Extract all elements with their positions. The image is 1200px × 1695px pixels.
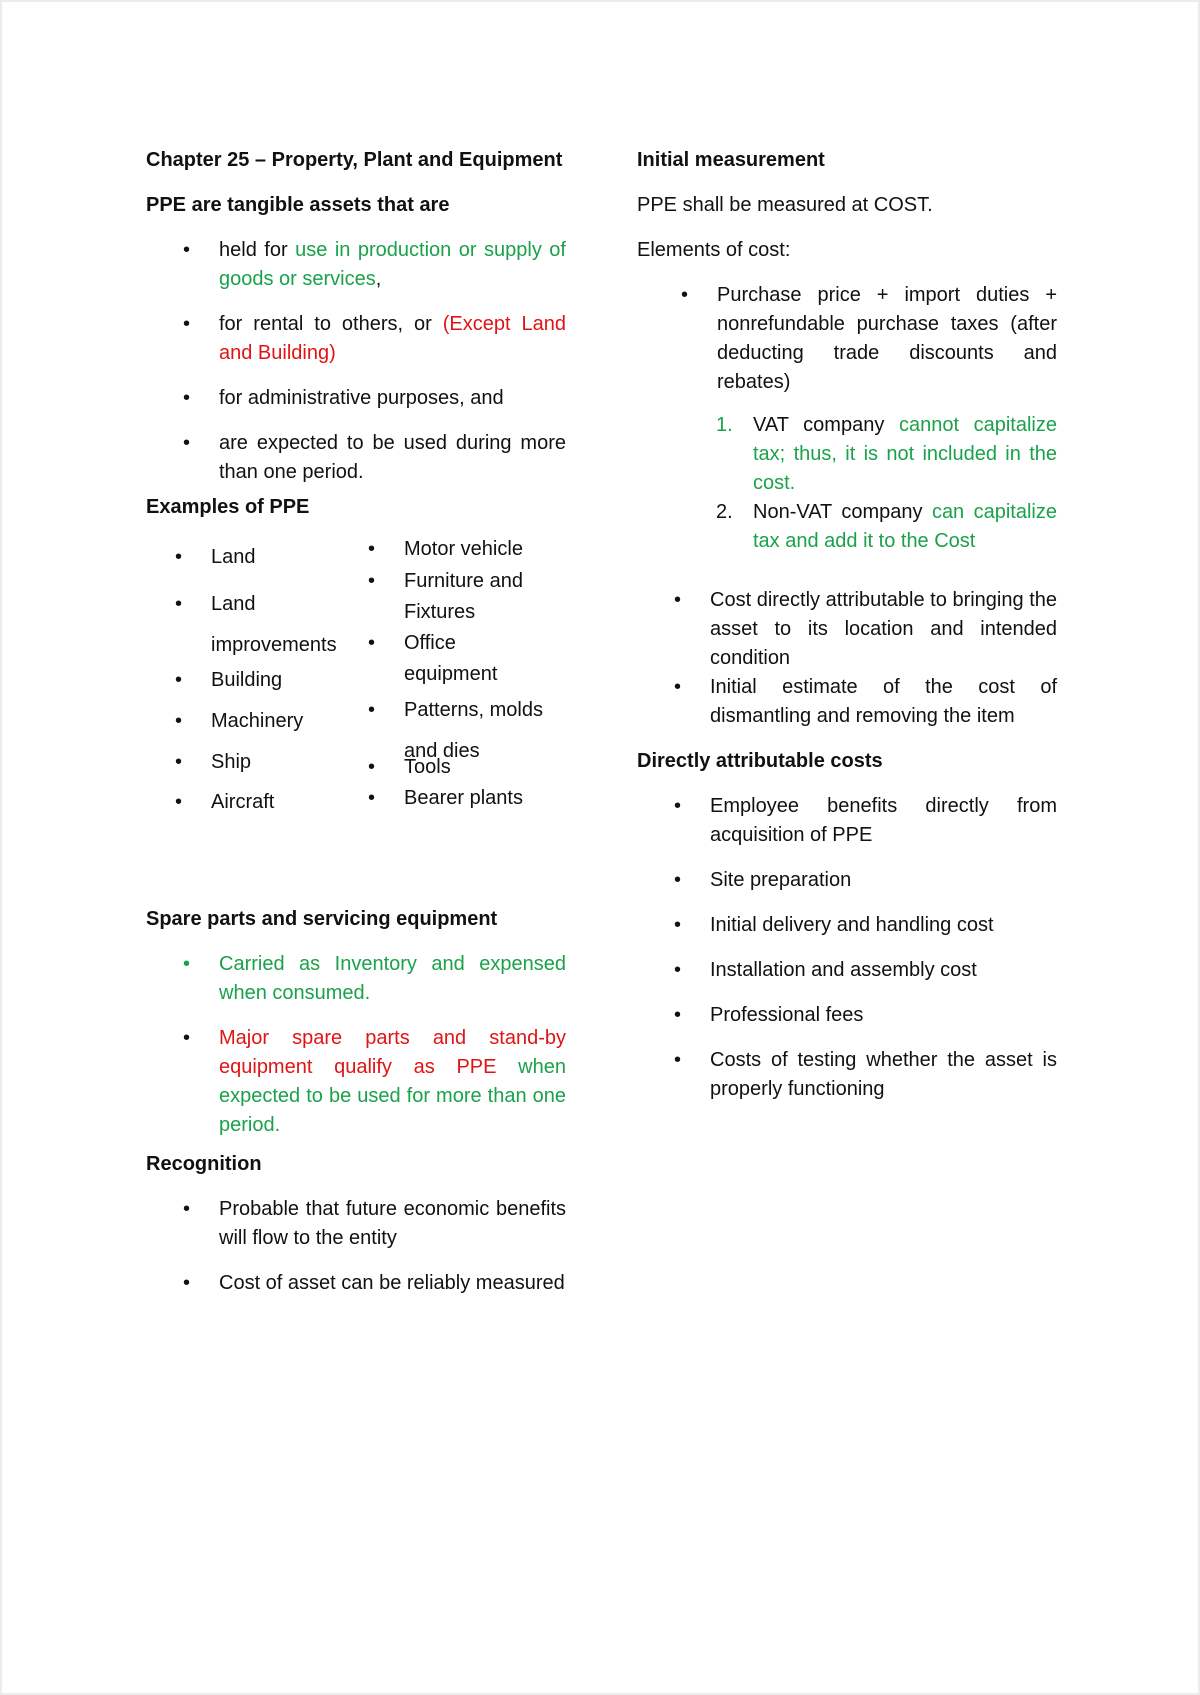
direct-costs-list <box>637 792 1057 1104</box>
intro-item-punct: , <box>375 268 382 290</box>
spare-item: • Carried as Inventory and expensed when consumed. <box>219 950 566 1008</box>
vat-item <box>716 498 1057 556</box>
example-item: • Land <box>211 543 256 572</box>
vat-item-number: 1. <box>716 414 733 436</box>
recognition-heading: Recognition <box>146 1153 262 1175</box>
spare-item-major: Major spare parts and stand-by equipment qualify as PPE <box>219 1027 566 1078</box>
vat-item <box>716 411 1057 498</box>
example-item: • Tools <box>404 753 451 782</box>
example-item: • Ship <box>211 748 251 777</box>
example-item: • Furniture and Fixtures <box>404 566 544 628</box>
intro-item <box>219 429 566 487</box>
example-item: • Building <box>211 666 282 695</box>
intro-item <box>219 236 566 294</box>
spare-item-condition: when expected to be used for more than one period. <box>219 1056 566 1136</box>
spare-parts-heading: Spare parts and servicing equipment <box>146 908 498 930</box>
example-item: • Aircraft <box>211 788 274 817</box>
elements-of-cost-label: Elements of cost: <box>637 239 791 261</box>
examples-grid <box>146 531 566 831</box>
measured-at-cost-text: PPE shall be measured at COST. <box>637 194 933 216</box>
intro-item-highlight: use in production or supply of goods or services <box>219 239 566 290</box>
example-item: • Bearer plants <box>404 784 523 813</box>
purchase-price-list <box>637 281 1057 397</box>
cost-item: • Initial estimate of the cost of dismantling and removing the item <box>710 673 1057 731</box>
purchase-price-item: • Purchase price + import duties + nonrefundable purchase taxes (after deducting trade discounts and rebates) <box>717 281 1057 397</box>
spare-item <box>219 1024 566 1140</box>
intro-item-exception: (Except Land and Building) <box>219 313 566 364</box>
vat-item-label: Non-VAT company <box>753 501 932 523</box>
example-item: • Machinery <box>211 707 303 736</box>
intro-item <box>219 384 566 413</box>
spare-parts-list <box>146 950 566 1140</box>
initial-measurement-heading: Initial measurement <box>637 149 825 171</box>
intro-item-text: are expected to be used during more than one period. <box>219 432 566 483</box>
cost-list <box>637 586 1057 731</box>
direct-cost-item: • Employee benefits directly from acquisition of PPE <box>710 792 1057 850</box>
examples-heading: Examples of PPE <box>146 496 310 518</box>
recognition-list <box>146 1195 566 1298</box>
intro-item-text: for administrative purposes, and <box>219 387 504 409</box>
chapter-title: Chapter 25 – Property, Plant and Equipment <box>146 149 563 171</box>
vat-item-number: 2. <box>716 501 733 523</box>
vat-item-label: VAT company <box>753 414 899 436</box>
intro-item <box>219 310 566 368</box>
direct-cost-item: • Initial delivery and handling cost <box>710 911 1057 940</box>
example-item: • Patterns, molds and dies <box>404 690 554 772</box>
cost-item: • Cost directly attributable to bringing the asset to its location and intended condition <box>710 586 1057 673</box>
example-item: • Office equipment <box>404 628 524 690</box>
direct-cost-item: • Site preparation <box>710 866 1057 895</box>
directly-attributable-heading: Directly attributable costs <box>637 750 883 772</box>
direct-cost-item: • Costs of testing whether the asset is properly functioning <box>710 1046 1057 1104</box>
intro-list <box>146 236 566 487</box>
recognition-item: • Probable that future economic benefits will flow to the entity <box>219 1195 566 1253</box>
left-column <box>146 146 566 1314</box>
example-item: • Motor vehicle <box>404 535 523 564</box>
right-column <box>637 146 1057 1104</box>
example-item: • Land improvements <box>211 584 351 666</box>
recognition-item: • Cost of asset can be reliably measured <box>219 1269 566 1298</box>
intro-item-text: held for <box>219 239 296 261</box>
direct-cost-item: • Professional fees <box>710 1001 1057 1030</box>
intro-item-text: for rental to others, or <box>219 313 443 335</box>
vat-item-note: can capitalize tax and add it to the Cost <box>753 501 1057 552</box>
vat-list <box>637 411 1057 556</box>
vat-item-note: cannot capitalize tax; thus, it is not included in the cost. <box>753 414 1057 494</box>
direct-cost-item: • Installation and assembly cost <box>710 956 1057 985</box>
intro-heading: PPE are tangible assets that are <box>146 194 450 216</box>
